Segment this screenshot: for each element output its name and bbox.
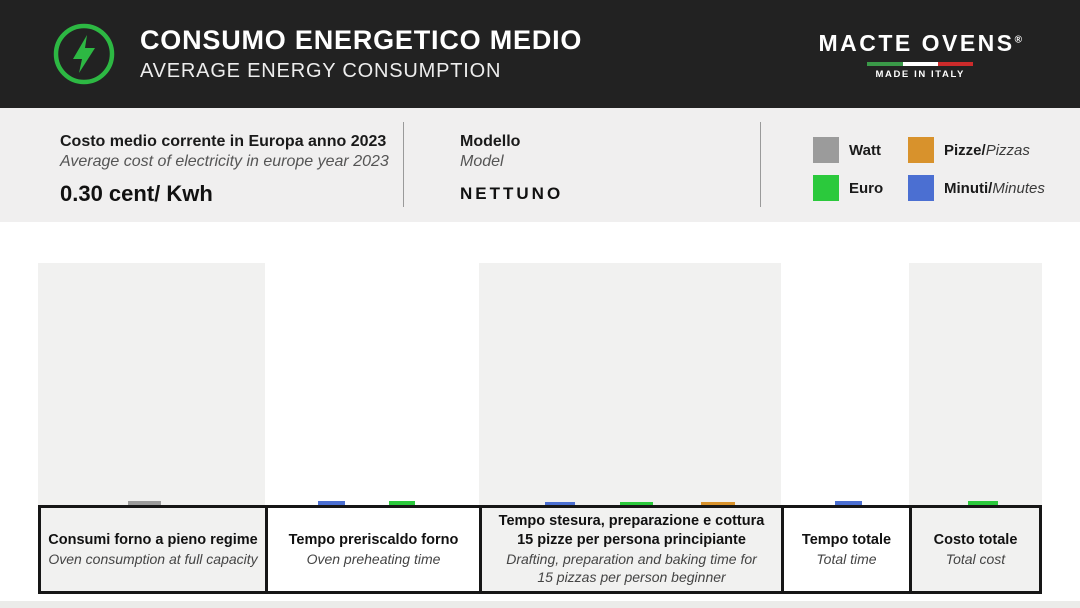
flag-green-segment <box>867 62 902 66</box>
category-title-en-line2: 15 pizzas per person beginner <box>537 569 726 586</box>
energy-bolt-icon <box>52 22 116 86</box>
cost-label-it: Costo medio corrente in Europa anno 2023 <box>60 133 387 150</box>
legend <box>813 137 1045 201</box>
category-box-baking <box>482 508 784 591</box>
legend-label-watt: Watt <box>849 141 881 159</box>
category-box-total-time <box>784 508 912 591</box>
legend-swatch-minuti <box>908 175 934 201</box>
chart-panel-total-cost <box>909 263 1042 505</box>
category-labels-row <box>38 505 1042 594</box>
brand-logo <box>818 28 1022 80</box>
category-title-en: Total cost <box>945 550 1006 567</box>
category-title-en: Oven consumption at full capacity <box>48 550 258 567</box>
legend-swatch-pizze <box>908 137 934 163</box>
legend-item-watt <box>813 137 908 163</box>
flag-white-segment <box>903 62 938 66</box>
brand-logo-name: MACTE OVENS® <box>818 30 1022 56</box>
brand-tagline: MADE IN ITALY <box>875 69 965 80</box>
flag-red-segment <box>938 62 973 66</box>
legend-swatch-euro <box>813 175 839 201</box>
category-title-en-line1: Drafting, preparation and baking time for <box>506 551 757 568</box>
category-title-it: Tempo totale <box>801 531 892 548</box>
vertical-divider <box>403 122 404 207</box>
header-titles <box>140 25 582 83</box>
category-title-it-line1: Tempo stesura, preparazione e cottura <box>498 513 765 530</box>
legend-swatch-watt <box>813 137 839 163</box>
electricity-cost-block <box>60 133 389 207</box>
vertical-divider <box>760 122 761 207</box>
page-subtitle: AVERAGE ENERGY CONSUMPTION <box>140 60 502 82</box>
category-title-it: Consumi forno a pieno regime <box>48 531 258 548</box>
chart-panel-consumption <box>38 263 265 505</box>
legend-item-euro <box>813 175 908 201</box>
bottom-strip <box>0 601 1080 608</box>
category-title-en: Oven preheating time <box>306 550 441 567</box>
category-title-en: Total time <box>816 550 877 567</box>
category-box-consumption <box>41 508 268 591</box>
category-box-total-cost <box>912 508 1039 591</box>
legend-item-minuti <box>908 175 1045 201</box>
legend-label-minuti: Minuti/Minutes <box>944 179 1045 197</box>
cost-label-en: Average cost of electricity in europe year 2023 <box>60 153 389 170</box>
header <box>0 0 1080 108</box>
category-title-it-line2: 15 pizze per persona principiante <box>517 532 746 549</box>
category-title-it: Costo totale <box>933 531 1018 548</box>
page-title: CONSUMO ENERGETICO MEDIO <box>140 25 583 55</box>
cost-value: 0.30 cent/ Kwh <box>60 181 213 206</box>
italian-flag-icon <box>867 62 973 66</box>
legend-item-pizze <box>908 137 1045 163</box>
chart-panel-baking <box>479 263 781 505</box>
legend-label-euro: Euro <box>849 179 884 197</box>
model-value: NETTUNO <box>460 184 564 203</box>
legend-label-pizze: Pizze/Pizzas <box>944 141 1030 159</box>
model-block <box>460 133 563 204</box>
category-title-it: Tempo preriscaldo forno <box>288 531 459 548</box>
model-label-it: Modello <box>460 133 521 150</box>
model-label-en: Model <box>460 153 504 170</box>
info-bar <box>0 108 1080 222</box>
registered-mark: ® <box>1014 34 1022 46</box>
category-box-preheating <box>268 508 482 591</box>
header-title-group <box>52 22 582 86</box>
